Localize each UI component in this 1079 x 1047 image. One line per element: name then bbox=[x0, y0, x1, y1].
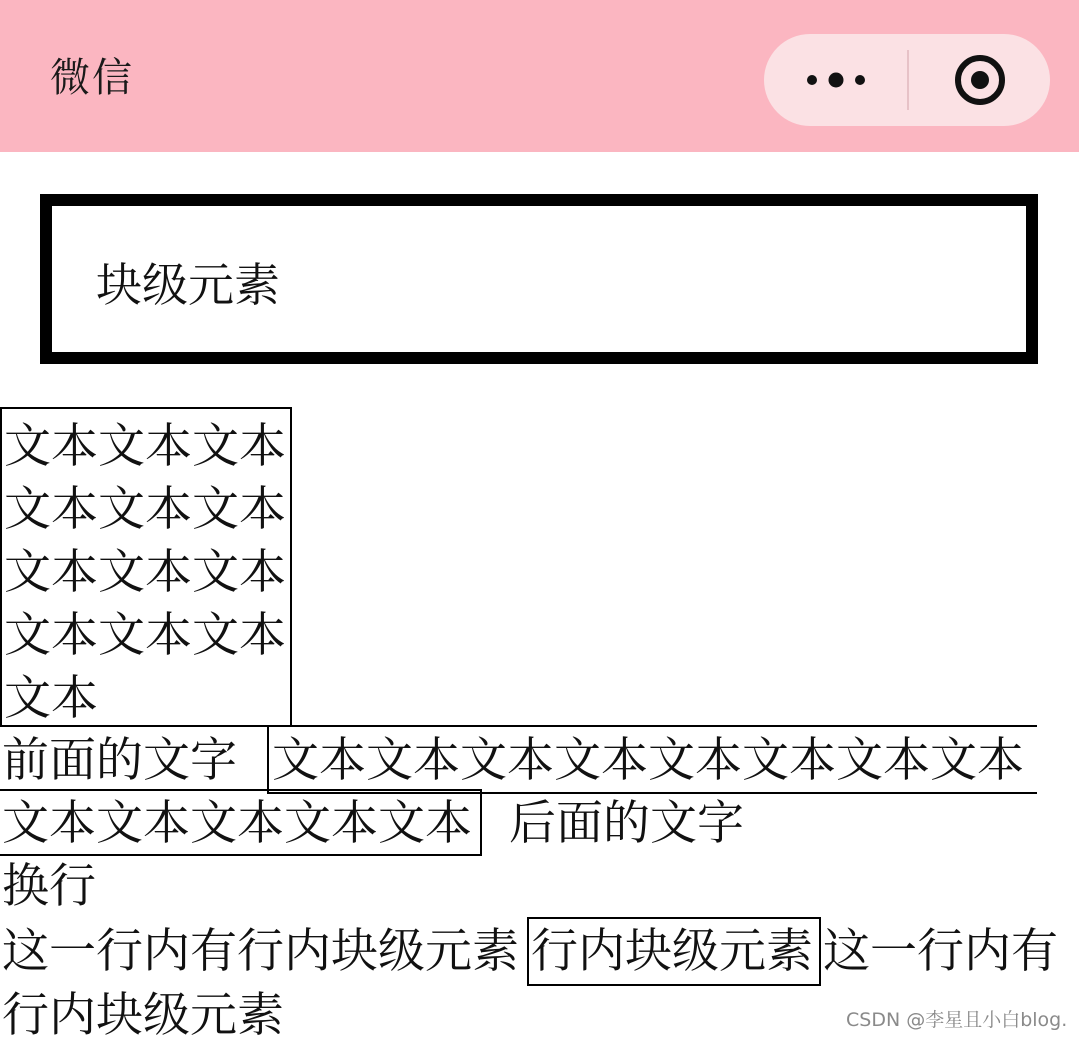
block-element-box bbox=[40, 194, 1038, 364]
narrow-text-box bbox=[0, 407, 292, 727]
narrow-text-line: 文本文本文本 bbox=[4, 608, 286, 663]
inline-element-text-line-2: 文本文本文本文本文本 bbox=[2, 796, 472, 851]
inline-element-box-line-2 bbox=[0, 789, 482, 856]
target-close-icon bbox=[953, 53, 1007, 107]
more-dots-icon bbox=[804, 65, 868, 95]
narrow-text-line: 文本文本文本 bbox=[4, 545, 286, 600]
navigation-bar bbox=[0, 0, 1079, 152]
narrow-text-line: 文本文本文本 bbox=[4, 482, 286, 537]
before-text: 前面的文字 bbox=[2, 733, 237, 788]
watermark: CSDN @李星且小白blog. bbox=[846, 1009, 1068, 1031]
inline-element-text-line-1: 文本文本文本文本文本文本文本文本 bbox=[272, 733, 1024, 788]
capsule-divider bbox=[907, 50, 909, 110]
narrow-text-line: 文本 bbox=[4, 671, 98, 726]
nav-title: 微信 bbox=[50, 55, 134, 101]
after-text: 后面的文字 bbox=[509, 796, 744, 851]
block-element-label: 块级元素 bbox=[96, 258, 280, 312]
more-button[interactable] bbox=[764, 34, 906, 126]
menu-capsule bbox=[764, 34, 1050, 126]
inline-block-suffix-line-2: 行内块级元素 bbox=[2, 988, 284, 1043]
inline-block-prefix-text: 这一行内有行内块级元素 bbox=[2, 924, 519, 979]
narrow-text-line: 文本文本文本 bbox=[4, 419, 286, 474]
inline-element-box-line-1 bbox=[267, 725, 1037, 794]
inline-block-suffix-line-1: 这一行内有 bbox=[823, 924, 1058, 979]
inline-block-element-box bbox=[527, 917, 821, 986]
close-button[interactable] bbox=[910, 34, 1050, 126]
inline-block-element-label: 行内块级元素 bbox=[531, 924, 813, 979]
line-break-text: 换行 bbox=[2, 859, 96, 914]
